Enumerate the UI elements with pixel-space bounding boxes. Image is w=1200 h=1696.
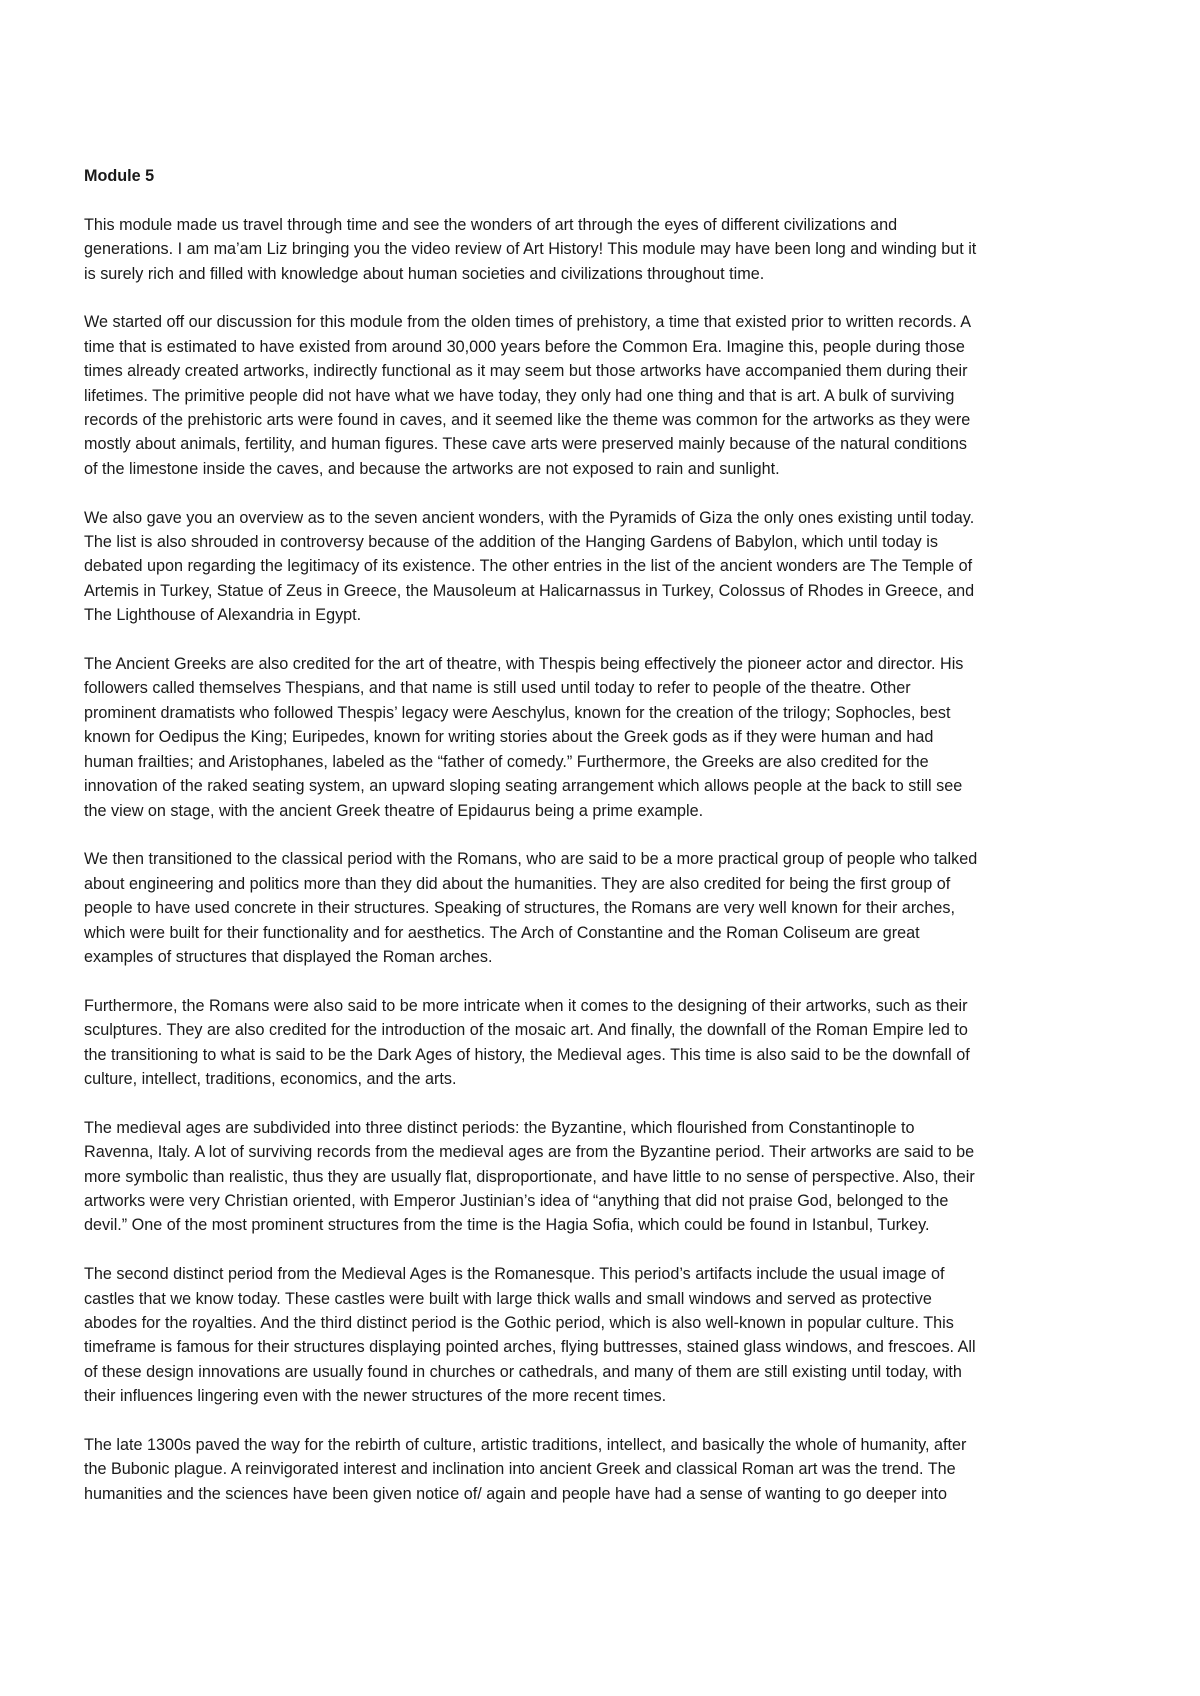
paragraph	[84, 1262, 1114, 1408]
paragraph	[84, 1116, 1114, 1238]
text-line: We also gave you an overview as to the seven ancient wonders, with the Pyramids of Giza the only ones existing until today.	[84, 508, 975, 527]
text-line: mostly about animals, fertility, and human figures. These cave arts were preserved mainly because of the natural conditions	[84, 435, 967, 454]
text-line: The medieval ages are subdivided into three distinct periods: the Byzantine, which flourished from Constantinople to	[84, 1118, 915, 1137]
text-line: abodes for the royalties. And the third distinct period is the Gothic period, which is also well-known in popular culture. This	[84, 1313, 954, 1332]
paragraph	[84, 1433, 1114, 1506]
text-line: the view on stage, with the ancient Greek theatre of Epidaurus being a prime example.	[84, 801, 704, 820]
text-line: Artemis in Turkey, Statue of Zeus in Greece, the Mausoleum at Halicarnassus in Turkey, Colossus of Rhodes in Greece, and	[84, 581, 975, 600]
paragraph	[84, 994, 1114, 1092]
text-line: which were built for their functionality and for aesthetics. The Arch of Constantine and the Roman Coliseum are great	[84, 923, 920, 942]
text-line: followers called themselves Thespians, and that name is still used until today to refer to people of the theatre. Other	[84, 679, 911, 698]
text-line: We then transitioned to the classical period with the Romans, who are said to be a more practical group of people who talked	[84, 850, 978, 869]
text-line: is surely rich and filled with knowledge about human societies and civilizations throughout time.	[84, 264, 765, 283]
text-line: devil.” One of the most prominent structures from the time is the Hagia Sofia, which could be found in Istanbul, Turkey.	[84, 1216, 930, 1235]
text-line: people to have used concrete in their structures. Speaking of structures, the Romans are very well known for their arches,	[84, 899, 955, 918]
text-line: human frailties; and Aristophanes, labeled as the “father of comedy.” Furthermore, the Greeks are also credited for the	[84, 752, 929, 771]
text-line: examples of structures that displayed the Roman arches.	[84, 947, 493, 966]
text-line: Furthermore, the Romans were also said to be more intricate when it comes to the designing of their artworks, such as their	[84, 996, 968, 1015]
paragraph	[84, 213, 1114, 286]
text-line: more symbolic than realistic, thus they are usually flat, disproportionate, and have little to no sense of perspective. Also, their	[84, 1167, 975, 1186]
text-line: lifetimes. The primitive people did not have what we have today, they only had one thing and that is art. A bulk of surviving	[84, 386, 955, 405]
paragraph	[84, 652, 1114, 823]
module-title: Module 5	[84, 167, 155, 185]
text-line: We started off our discussion for this module from the olden times of prehistory, a time that existed prior to written records. A	[84, 313, 972, 332]
text-line: known for Oedipus the King; Euripedes, known for writing stories about the Greek gods as if they were human and had	[84, 728, 934, 747]
text-line: times already created artworks, indirectly functional as it may seem but those artworks have accompanied them during their	[84, 362, 968, 381]
text-line: timeframe is famous for their structures displaying pointed arches, flying buttresses, stained glass windows, and frescoes. All	[84, 1338, 976, 1357]
text-line: humanities and the sciences have been given notice of/ again and people have had a sense of wanting to go deeper into	[84, 1484, 948, 1503]
document-page	[84, 164, 1114, 1531]
document-body	[84, 213, 1114, 1506]
text-line: of these design innovations are usually found in churches or cathedrals, and many of them are still existing until today, with	[84, 1362, 962, 1381]
text-line: records of the prehistoric arts were found in caves, and it seemed like the theme was common for the artworks as they were	[84, 411, 971, 430]
paragraph	[84, 310, 1114, 481]
text-line: The Lighthouse of Alexandria in Egypt.	[84, 606, 362, 625]
text-line: innovation of the raked seating system, an upward sloping seating arrangement which allows people at the back to still see	[84, 777, 963, 796]
text-line: sculptures. They are also credited for the introduction of the mosaic art. And finally, the downfall of the Roman Empire led to	[84, 1021, 968, 1040]
text-line: of the limestone inside the caves, and because the artworks are not exposed to rain and sunlight.	[84, 459, 780, 478]
text-line: The second distinct period from the Medieval Ages is the Romanesque. This period’s artifacts include the usual image of	[84, 1265, 945, 1284]
text-line: artworks were very Christian oriented, with Emperor Justinian’s idea of “anything that did not praise God, belonged to the	[84, 1191, 949, 1210]
text-line: generations. I am ma’am Liz bringing you the video review of Art History! This module may have been long and winding but it	[84, 240, 977, 259]
text-line: castles that we know today. These castles were built with large thick walls and small windows and served as protective	[84, 1289, 932, 1308]
paragraph	[84, 506, 1114, 628]
text-line: The Ancient Greeks are also credited for the art of theatre, with Thespis being effectively the pioneer actor and director. His	[84, 655, 964, 674]
text-line: The late 1300s paved the way for the rebirth of culture, artistic traditions, intellect, and basically the whole of humanity, after	[84, 1435, 967, 1454]
text-line: their influences lingering even with the newer structures of the more recent times.	[84, 1387, 667, 1406]
text-line: The list is also shrouded in controversy because of the addition of the Hanging Gardens of Babylon, which until today is	[84, 533, 938, 552]
text-line: debated upon regarding the legitimacy of its existence. The other entries in the list of the ancient wonders are The Temple of	[84, 557, 973, 576]
text-line: the Bubonic plague. A reinvigorated interest and inclination into ancient Greek and classical Roman art was the trend. The	[84, 1460, 956, 1479]
text-line: Ravenna, Italy. A lot of surviving records from the medieval ages are from the Byzantine period. Their artworks are said to be	[84, 1143, 975, 1162]
text-line: the transitioning to what is said to be the Dark Ages of history, the Medieval ages. This time is also said to be the downfall of	[84, 1045, 970, 1064]
paragraph	[84, 847, 1114, 969]
text-line: about engineering and politics more than they did about the humanities. They are also credited for being the first group of	[84, 874, 951, 893]
text-line: This module made us travel through time and see the wonders of art through the eyes of different civilizations and	[84, 215, 898, 234]
text-line: culture, intellect, traditions, economics, and the arts.	[84, 1069, 457, 1088]
text-line: prominent dramatists who followed Thespis’ legacy were Aeschylus, known for the creation of the trilogy; Sophocles, best	[84, 703, 951, 722]
text-line: time that is estimated to have existed from around 30,000 years before the Common Era. Imagine this, people during those	[84, 337, 965, 356]
